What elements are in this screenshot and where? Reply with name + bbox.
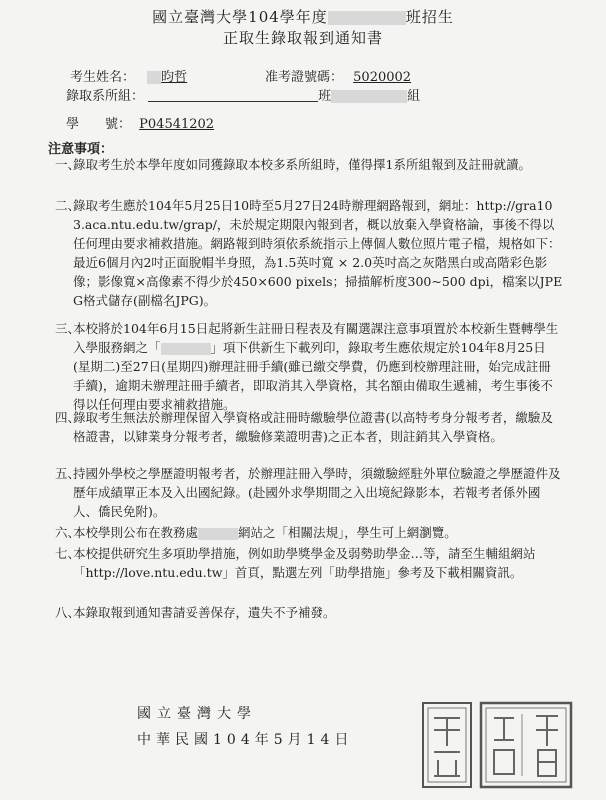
note-number: 一、 [55, 157, 81, 172]
signature-university: 國立臺灣大學 [137, 706, 257, 722]
exam-number-value: 5020002 [353, 70, 412, 85]
note-text-part-a: 本校學則公布在教務處 [73, 525, 199, 540]
note-item-5 [55, 464, 565, 522]
note-item-6 [55, 523, 565, 543]
candidate-name-label: 考生姓名： [70, 70, 136, 85]
note-number: 四、 [55, 410, 81, 425]
note-item-8 [55, 603, 565, 623]
note-text [73, 319, 563, 414]
admitted-dept-row [66, 85, 546, 104]
student-id-value: P04541202 [139, 117, 215, 132]
note-text-part-b: 網站之「相關法規」，學生可上網瀏覽。 [238, 525, 457, 540]
redacted-group-name [331, 90, 407, 103]
document-title-line2: 正取生錄取報到通知書 [222, 29, 383, 47]
redacted-section-name [161, 343, 211, 355]
dept-underline [148, 88, 318, 102]
note-text: 本錄取報到通知書請妥善保存，遺失不予補發。 [73, 605, 336, 620]
redacted-program-name [328, 11, 406, 25]
candidate-name-value: 昀哲 [161, 70, 188, 85]
document-title-line1 [0, 6, 606, 27]
note-number: 五、 [55, 466, 81, 481]
note-item-2 [55, 196, 565, 311]
student-id-label: 學 號： [66, 117, 132, 132]
note-text: 本校提供研究生多項助學措施，例如助學獎學金及弱勢助學金…等，請至生輔組網站「http://love.ntu.edu.tw」首頁，點選左列「助學措施」參考及下載相關資訊。 [73, 546, 536, 580]
note-text-part-a: 本校將於104年6月15日起將新生註冊日程表及有關選課注意事項置於本校新生暨轉學生入學服務網之「 [73, 321, 559, 355]
note-item-3 [55, 319, 565, 411]
note-number: 二、 [55, 198, 81, 213]
candidate-name-row [70, 66, 187, 85]
note-text-part-b: 」項下供新生下載列印，錄取考生應依規定於104年8月25日(星期二)至27日(星期四)辦理註冊手續(雖已繳交學費，仍應到校辦理註冊，始完成註冊手續)，逾期未辦理註冊手續者，即取消其入學資格，其名額由備取生遞補，考生事後不得以任何理由要求補救措施。 [73, 340, 553, 412]
note-number: 三、 [55, 321, 81, 336]
official-seal-small [420, 700, 474, 790]
notes-heading: 注意事項： [48, 142, 114, 157]
note-text: 錄取考生無法於辦理保留入學資格或註冊時繳驗學位證書(以高特考身分報考者，繳驗及格證書，以肄業身分報考者，繳驗修業證明書)之正本者，則註銷其入學資格。 [73, 410, 553, 444]
title-university-year: 國立臺灣大學104學年度 [152, 8, 328, 26]
note-text: 錄取考生應於104年5月25日10時至5月27日24時辦理網路報到，網址：http://gra103.aca.ntu.edu.tw/grap/，未於規定期限內報到者，概以放棄入學資格論，事後不得以任何理由要求補救措施。網路報到時須依系統指示上傳個人數位照片電子檔，規格如下：最近6個月內2吋正面脫帽半身照，為1.5英吋寬 × 2.0英吋高之灰階黑白或高階彩色影像；影像寬×高像素不得少於450×600 pixels；掃描解析度300~500 dpi，檔案以JPEG格式儲存(副檔名JPG)。 [73, 198, 563, 308]
note-text: 錄取考生於本學年度如同獲錄取本校多系所組時，僅得擇1系所組報到及註冊就讀。 [73, 157, 531, 172]
student-id-row [66, 113, 214, 132]
note-number: 八、 [55, 605, 81, 620]
dept-class-label: 班 [318, 89, 332, 104]
note-text [73, 523, 563, 542]
note-item-4 [55, 408, 565, 466]
redacted-office-name [198, 528, 238, 540]
note-number: 六、 [55, 525, 81, 540]
exam-number-row [265, 66, 411, 85]
note-item-1 [55, 155, 565, 195]
exam-number-label: 准考證號碼： [265, 70, 344, 85]
redacted-surname [147, 71, 161, 84]
note-text: 持國外學校之學歷證明報考者，於辦理註冊入學時，須繳驗經駐外單位驗證之學歷證件及歷年成績單正本及入出國紀錄。(赴國外求學期間之入出境紀錄影本，若報考者係外國人、僑民免附)。 [73, 466, 561, 519]
title-program-suffix: 班招生 [405, 8, 454, 26]
note-item-7 [55, 544, 565, 602]
official-seal-large [478, 700, 574, 790]
dept-group-label: 組 [407, 89, 421, 104]
admitted-dept-label: 錄取系所組： [66, 89, 145, 104]
signature-date: 中華民國104年5月14日 [137, 732, 354, 748]
note-number: 七、 [55, 546, 81, 561]
